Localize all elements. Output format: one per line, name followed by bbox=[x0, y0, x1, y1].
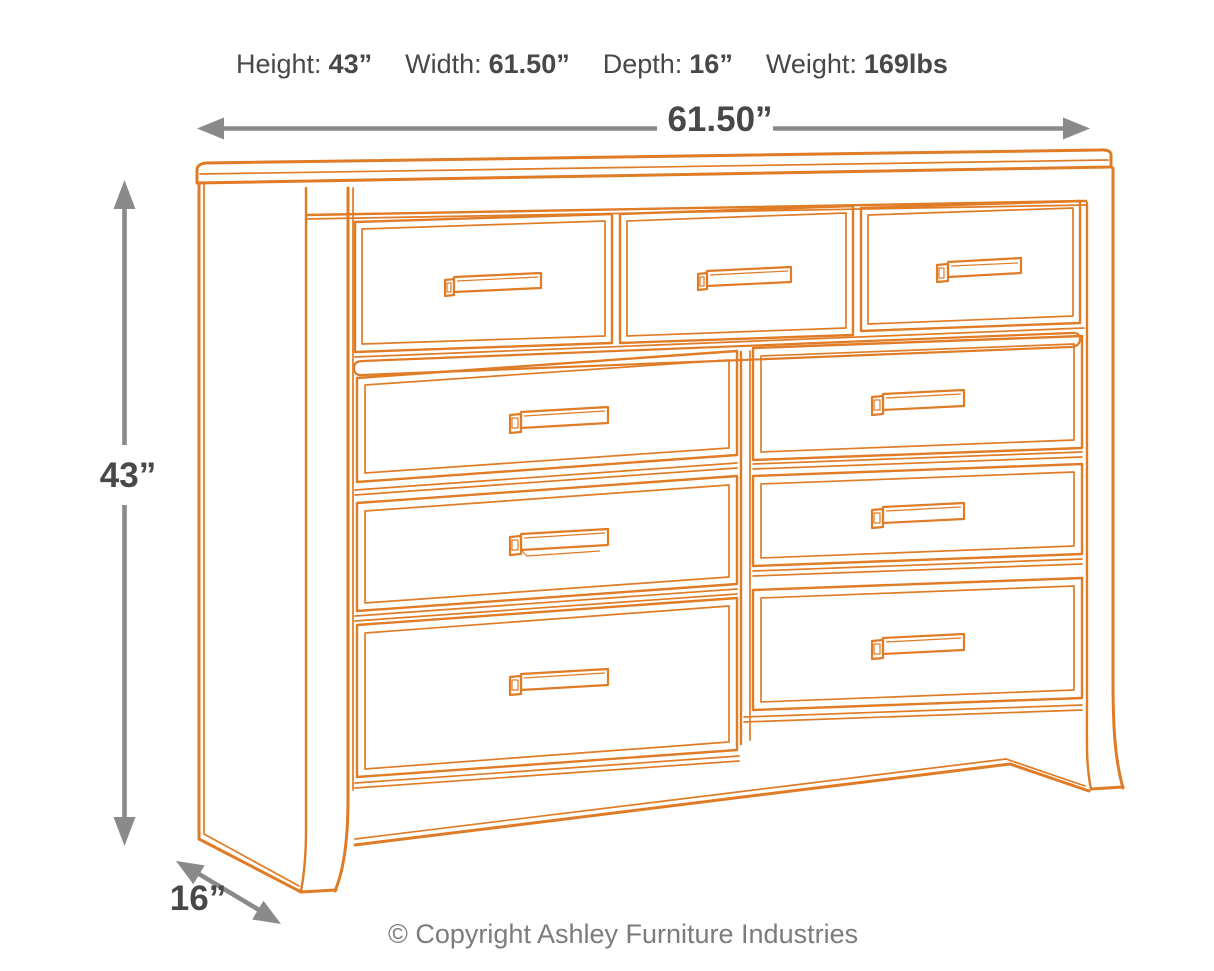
drawer-handle bbox=[445, 273, 541, 296]
drawer-top-left bbox=[355, 214, 612, 352]
spec-value: 16” bbox=[689, 49, 733, 79]
spec-label: Width: bbox=[405, 49, 482, 79]
dresser-top bbox=[197, 150, 1111, 183]
width-dimension-arrow bbox=[197, 118, 1090, 140]
drawer-handle bbox=[510, 669, 608, 695]
spec-value: 43” bbox=[328, 49, 373, 79]
drawer-handle bbox=[872, 390, 964, 415]
drawer-handle bbox=[510, 407, 608, 433]
drawer-handle bbox=[937, 258, 1021, 282]
dresser-left-side bbox=[199, 183, 353, 892]
drawer-right-row3 bbox=[753, 578, 1082, 710]
height-dimension-label: 43” bbox=[99, 456, 157, 495]
drawer-handle bbox=[510, 529, 608, 556]
drawer-right-row2 bbox=[753, 464, 1082, 566]
drawer-handle bbox=[698, 267, 791, 290]
copyright-text: © Copyright Ashley Furniture Industries bbox=[388, 919, 859, 949]
drawer-left-row3 bbox=[357, 598, 737, 777]
arrow-head-up-icon bbox=[114, 180, 136, 209]
drawer-left-row1 bbox=[357, 351, 737, 482]
drawer-top-center bbox=[620, 206, 853, 343]
spec-value: 61.50” bbox=[488, 49, 570, 79]
depth-dimension-label: 16” bbox=[169, 879, 227, 918]
drawer-top-right bbox=[861, 201, 1080, 331]
drawer-right-row1 bbox=[753, 336, 1082, 460]
front-frame bbox=[306, 201, 1086, 845]
spec-label: Height: bbox=[236, 49, 322, 79]
spec-label: Depth: bbox=[602, 49, 683, 79]
drawer-handle bbox=[872, 634, 964, 659]
drawer-left-row2 bbox=[357, 476, 737, 611]
spec-label: Weight: bbox=[765, 49, 857, 79]
arrow-head-right-icon bbox=[1063, 118, 1090, 140]
width-dimension-label: 61.50” bbox=[667, 100, 773, 139]
height-dimension-arrow bbox=[114, 180, 136, 846]
arrow-head-left-icon bbox=[197, 118, 224, 140]
drawer-handle bbox=[872, 503, 964, 528]
spec-value: 169lbs bbox=[863, 49, 948, 79]
arrow-head-downright-icon bbox=[252, 901, 281, 924]
arrow-head-down-icon bbox=[114, 817, 136, 846]
